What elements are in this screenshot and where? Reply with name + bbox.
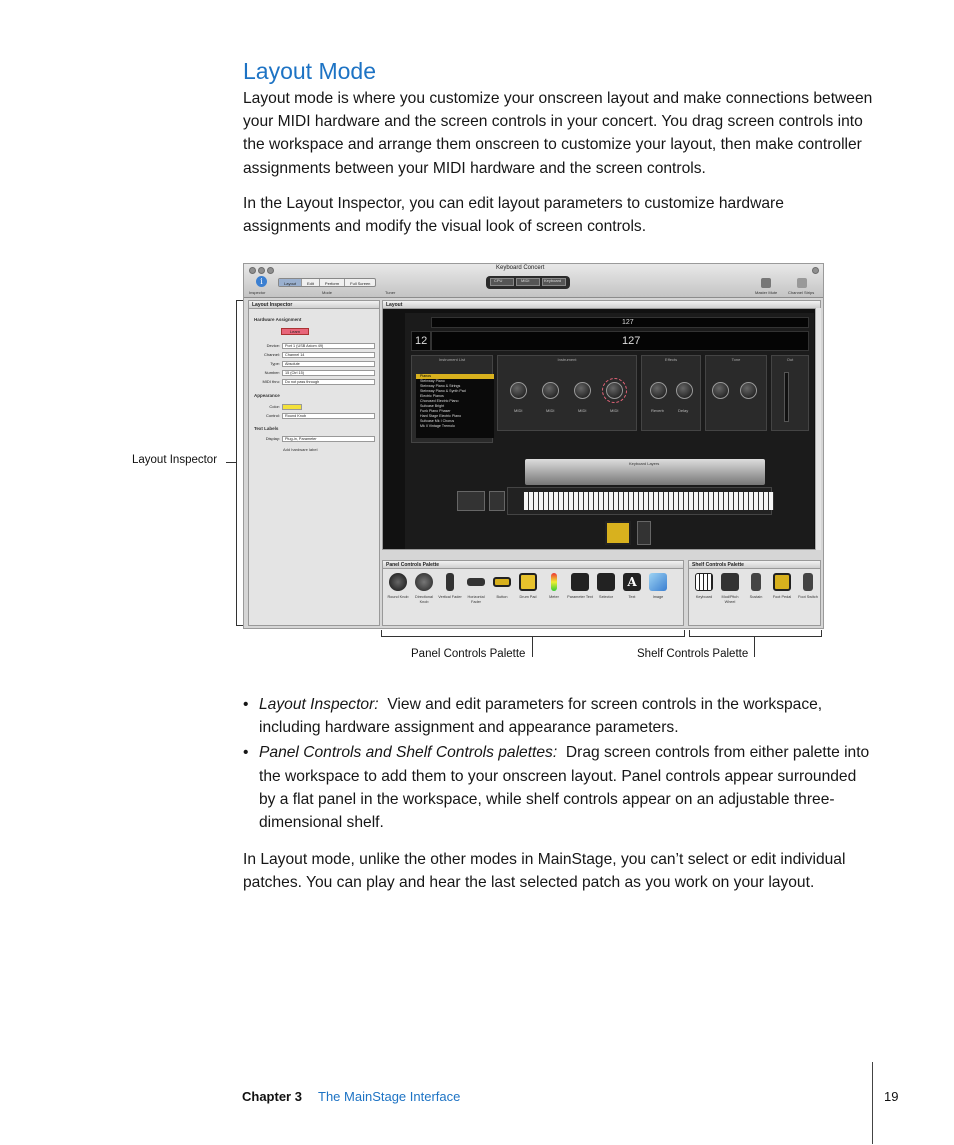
inspector-title: Layout Inspector <box>249 301 379 309</box>
shelf-palette-callout: Shelf Controls Palette <box>637 648 749 660</box>
channel-select[interactable]: Channel 14 <box>282 352 375 358</box>
patch-item[interactable]: Suitcase Bright <box>420 404 445 408</box>
knob-label: MIDI <box>578 408 587 413</box>
mode-label: Mode <box>322 290 333 295</box>
palette-item-meter[interactable] <box>541 573 567 600</box>
panel-controls-palette <box>382 560 684 626</box>
palette-item-label: Foot Switch <box>798 595 818 599</box>
layout-inspector-panel <box>248 300 380 626</box>
workspace[interactable] <box>405 313 814 549</box>
knob-label: MIDI <box>610 408 619 413</box>
button-icon <box>493 577 511 587</box>
foot-pedal-icon <box>773 573 791 591</box>
intro-paragraph: Layout mode is where you customize your onscreen layout and make connections between your MIDI hardware and the screen controls in your concert. You drag screen controls into the workspace and arrange them onscreen to customize your layout, then make controller assignments between your MIDI hardware and the screen controls. <box>243 90 873 177</box>
patch-item[interactable]: Steinway Piano & Strings <box>420 384 461 388</box>
palette-item-label: Image <box>652 595 664 599</box>
palette-item-label: Directional Knob <box>415 595 433 604</box>
knob-label: Delay <box>678 408 689 413</box>
piano-keys[interactable] <box>524 492 774 510</box>
master-mute-label: Master Mute <box>755 290 778 295</box>
round-knob[interactable] <box>676 382 693 399</box>
image-icon <box>649 573 667 591</box>
palette-item-label: Selector <box>599 595 613 599</box>
mode-layout-button[interactable]: Layout <box>279 279 302 286</box>
palette-item-selector[interactable] <box>593 573 619 600</box>
device-label: Device: <box>266 343 280 348</box>
drum-pad-icon <box>519 573 537 591</box>
lcd-midi: MIDI <box>521 278 530 283</box>
horizontal-fader-icon <box>467 578 485 586</box>
palette-item-label: Keyboard <box>695 595 713 599</box>
pitch-wheel[interactable] <box>457 491 485 511</box>
instrument-list-panel <box>411 355 493 443</box>
vertical-fader-icon <box>446 573 454 591</box>
keyboard-icon <box>695 573 713 591</box>
palette-item-foot-pedal[interactable] <box>769 573 795 600</box>
sustain-icon <box>751 573 761 591</box>
text-labels-heading: Text Labels <box>254 426 279 431</box>
out-panel <box>771 355 809 431</box>
channel-label: Channel: <box>263 352 280 357</box>
tone-title: Tone <box>731 357 741 362</box>
shelf-palette-title: Shelf Controls Palette <box>689 561 820 569</box>
hardware-assignment-heading: Hardware Assignment <box>254 317 302 322</box>
callout-leader <box>754 637 755 657</box>
footer-chapter: Chapter 3 <box>242 1089 302 1104</box>
parameter-value-small: 127 <box>622 319 634 326</box>
palette-item-label: Button <box>496 595 508 599</box>
learn-button[interactable]: Learn <box>281 328 309 335</box>
foot-switch-icon <box>803 573 813 591</box>
knob-label: Reverb <box>651 408 664 413</box>
bullet-term: Panel Controls and Shelf Controls palettes: <box>259 744 558 762</box>
zoom-window-button[interactable] <box>267 267 274 274</box>
instrument-title: Instrument <box>557 357 577 362</box>
directional-knob-icon <box>415 573 433 591</box>
knob-label: MIDI <box>546 408 555 413</box>
window-toolbar <box>244 264 823 298</box>
instrument-list-title: Instrument List <box>438 357 466 362</box>
midi-thru-label: MIDI thru: <box>262 379 280 384</box>
bullet-text: Drag screen controls from either palette into the workspace to add them to your onscreen layout. Panel controls appear surrounded by a flat panel in the workspace, while shelf controls appear on an adjustable three-dimensional shelf. <box>259 744 870 832</box>
layout-workspace-panel <box>382 300 821 550</box>
speaker-icon[interactable] <box>761 278 771 288</box>
palette-item-keyboard[interactable] <box>691 573 717 600</box>
channel-strips-label: Channel Strips <box>788 290 815 295</box>
inspector-label: Inspector <box>249 290 266 295</box>
patch-item[interactable]: Chorused Electric Piano <box>420 399 459 403</box>
info-icon[interactable]: i <box>256 276 267 287</box>
patch-number-display: 12 <box>415 335 428 347</box>
volume-fader[interactable] <box>784 372 789 422</box>
lcd-keyboard: Keyboard <box>544 278 562 283</box>
display-label: Display: <box>265 436 280 441</box>
palette-item-label: Text <box>628 595 636 599</box>
bullet-list <box>243 693 873 836</box>
palette-item-label: Round Knob <box>387 595 409 599</box>
round-knob-icon <box>389 573 407 591</box>
palette-item-horizontal-fader[interactable] <box>463 573 489 604</box>
meter-icon <box>551 573 557 591</box>
layout-scrollbar[interactable] <box>815 308 821 550</box>
bullet-text: View and edit parameters for screen controls in the workspace, including hardware assignment and appearance parameters. <box>259 696 823 737</box>
callout-leader <box>226 462 236 463</box>
keyboard-layers-label: Keyboard Layers <box>629 461 660 466</box>
palette-item-label: Parameter Text <box>567 595 593 599</box>
round-knob[interactable] <box>542 382 559 399</box>
type-select[interactable]: Absolute <box>282 361 375 367</box>
mode-perform-button[interactable]: Perform <box>320 279 345 286</box>
mod-wheel[interactable] <box>489 491 505 511</box>
close-window-button[interactable] <box>249 267 256 274</box>
panel-palette-callout: Panel Controls Palette <box>411 648 526 660</box>
round-knob[interactable] <box>712 382 729 399</box>
page-heading: Layout Mode <box>243 58 376 84</box>
palette-item-round-knob[interactable] <box>385 573 411 600</box>
bullet-item: • Panel Controls and Shelf Controls palettes: Drag screen controls from either palette into the workspace to add them to your onscreen layout. Panel controls appear surrounded by a flat panel in the workspace, while shelf controls appear on an adjustable three-dimensional shelf. <box>243 744 870 832</box>
keyboard[interactable] <box>507 487 772 515</box>
color-label: Color: <box>269 404 280 409</box>
layout-title: Layout <box>383 301 820 309</box>
palette-item-image[interactable] <box>645 573 671 600</box>
patch-item[interactable]: Suitcase Mk I Chorus <box>420 419 455 423</box>
round-knob[interactable] <box>650 382 667 399</box>
palette-item-directional-knob[interactable] <box>411 573 437 604</box>
shelf-palette-bracket <box>689 630 822 637</box>
control-select[interactable]: Round Knob <box>282 413 375 419</box>
patch-item[interactable]: Mk II Vintage Tremolo <box>420 424 455 428</box>
toolbar-toggle-button[interactable] <box>812 267 819 274</box>
round-knob[interactable] <box>510 382 527 399</box>
window-title: Keyboard Concert <box>496 265 545 271</box>
selected-round-knob[interactable] <box>606 382 623 399</box>
add-hardware-label-checkbox[interactable]: Add hardware label <box>283 447 318 452</box>
patch-item[interactable]: Hard Stage Electric Piano <box>420 414 462 418</box>
palette-item-text[interactable] <box>619 573 645 600</box>
patch-item[interactable]: Funk Piano Phaser <box>420 409 451 413</box>
tuner-label: Tuner <box>385 290 396 295</box>
patch-item[interactable]: Electric Pianos <box>420 394 444 398</box>
callout-leader <box>532 637 533 657</box>
effects-panel <box>641 355 701 431</box>
keyboard-shelf <box>525 459 765 485</box>
text-icon: A <box>623 573 641 591</box>
palette-item-vertical-fader[interactable] <box>437 573 463 600</box>
out-title: Out <box>786 357 794 362</box>
mode-selector <box>278 278 376 287</box>
parameter-value-large: 127 <box>622 335 641 347</box>
palette-item-parameter-text[interactable] <box>567 573 593 600</box>
palette-item-label: Horizontal Fader <box>467 595 485 604</box>
palette-item-mod-pitch-wheel[interactable] <box>717 573 743 604</box>
appearance-heading: Appearance <box>254 393 280 398</box>
minimize-window-button[interactable] <box>258 267 265 274</box>
parameter-text-icon <box>571 573 589 591</box>
palette-item-label: Sustain <box>749 595 763 599</box>
palette-item-foot-switch[interactable] <box>795 573 821 600</box>
patch-list[interactable] <box>416 374 494 438</box>
mainstage-screenshot <box>243 263 824 629</box>
lcd-display <box>486 276 570 289</box>
palette-item-label: Meter <box>549 595 559 599</box>
round-knob[interactable] <box>574 382 591 399</box>
device-select[interactable]: Port 1 (USB Axiom 49) <box>282 343 375 349</box>
page-number: 19 <box>884 1089 899 1104</box>
footer-chapter-title[interactable]: The MainStage Interface <box>318 1089 461 1104</box>
palette-item-button[interactable] <box>489 573 515 600</box>
selector-icon <box>597 573 615 591</box>
sustain-pedal[interactable] <box>605 521 631 545</box>
inspector-bracket <box>236 300 243 626</box>
closing-paragraph: In Layout mode, unlike the other modes in MainStage, you can’t select or edit individual patches. You can play and hear the last selected patch as you work on your layout. <box>243 851 846 892</box>
number-label: Number: <box>264 370 280 375</box>
type-label: Type: <box>270 361 280 366</box>
tone-panel <box>705 355 767 431</box>
bullet-item: • Layout Inspector: View and edit parameters for screen controls in the workspace, including hardware assignment and appearance parameters. <box>243 696 823 737</box>
panel-palette-title: Panel Controls Palette <box>383 561 683 569</box>
shelf-controls-palette <box>688 560 821 626</box>
palette-item-sustain[interactable] <box>743 573 769 600</box>
patch-item[interactable]: Steinway Piano & Synth Pad <box>420 389 466 393</box>
channel-strips-icon[interactable] <box>797 278 807 288</box>
patch-item[interactable]: Steinway Piano <box>420 379 445 383</box>
control-label: Control: <box>265 413 280 418</box>
lcd-cpu: CPU <box>494 278 503 283</box>
mode-fullscreen-button[interactable]: Full Screen <box>350 281 371 286</box>
bullet-term: Layout Inspector: <box>259 696 379 713</box>
mode-edit-button[interactable]: Edit <box>302 279 320 286</box>
midi-thru-select[interactable]: Do not pass through <box>282 379 375 385</box>
effects-title: Effects <box>664 357 678 362</box>
instrument-panel <box>497 355 637 431</box>
panel-palette-bracket <box>381 630 685 637</box>
footer-divider <box>872 1062 873 1144</box>
palette-item-label: Drum Pad <box>519 595 537 599</box>
number-select[interactable]: 15 (Ctrl 15) <box>282 370 375 376</box>
palette-item-label: Foot Pedal <box>772 595 792 599</box>
color-swatch[interactable] <box>282 404 302 410</box>
palette-item-label: Vertical Fader <box>438 595 462 599</box>
display-select[interactable]: Plug-in, Parameter <box>282 436 375 442</box>
round-knob[interactable] <box>740 382 757 399</box>
knob-label: MIDI <box>514 408 523 413</box>
inspector-paragraph: In the Layout Inspector, you can edit layout parameters to customize hardware assignments and modify the visual look of screen controls. <box>243 195 784 236</box>
palette-item-label: Mod/Pitch Wheel <box>721 595 739 604</box>
layout-inspector-callout: Layout Inspector <box>132 454 218 466</box>
patch-item[interactable]: Pianos <box>416 374 494 379</box>
expression-pedal[interactable] <box>637 521 651 545</box>
palette-item-drum-pad[interactable] <box>515 573 541 600</box>
mod-pitch-wheel-icon <box>721 573 739 591</box>
